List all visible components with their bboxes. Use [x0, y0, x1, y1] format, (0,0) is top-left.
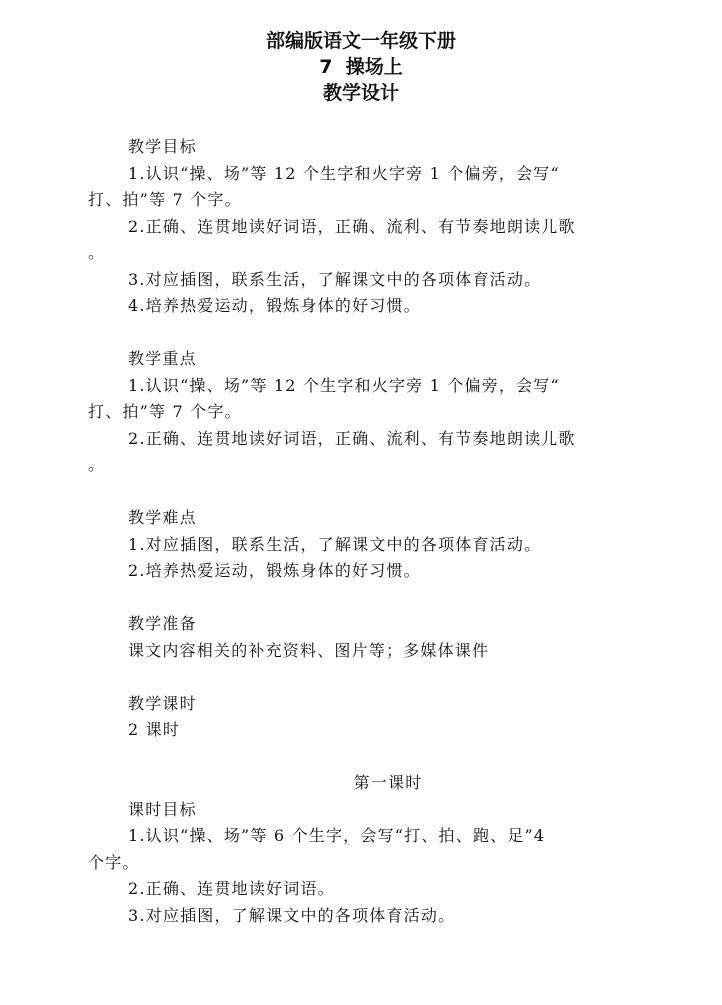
first-period-goals-heading: 课时目标 — [128, 799, 197, 819]
section-preparation — [88, 611, 648, 664]
objectives-item-2-cont: 。 — [88, 243, 106, 262]
difficulties-item-2: 2.培养热爱运动，锻炼身体的好习惯。 — [128, 561, 421, 580]
section-first-period — [88, 770, 648, 929]
periods-heading: 教学课时 — [128, 693, 197, 713]
section-objectives — [88, 134, 648, 320]
first-period-item-1-cont: 个字。 — [88, 852, 140, 872]
objectives-item-4: 4.培养热爱运动，锻炼身体的好习惯。 — [128, 296, 421, 315]
first-period-heading: 第一课时 — [353, 773, 423, 792]
key-points-item-1: 1.认识“操、场”等 12 个生字和火字旁 1 个偏旁，会写“ — [128, 375, 560, 395]
section-difficulties — [88, 505, 648, 585]
objectives-item-2: 2.正确、连贯地读好词语，正确、流利、有节奏地朗读儿歌 — [128, 216, 576, 236]
periods-text: 2 课时 — [128, 720, 181, 739]
key-points-item-2: 2.正确、连贯地读好词语，正确、流利、有节奏地朗读儿歌 — [128, 428, 576, 448]
spacer — [88, 479, 648, 506]
objectives-heading: 教学目标 — [128, 137, 197, 156]
objectives-item-1-cont: 打、拍”等 7 个字。 — [88, 190, 242, 209]
title-lesson-line: 7 操场上 — [319, 56, 403, 78]
key-points-heading: 教学重点 — [128, 349, 197, 368]
spacer — [88, 585, 648, 612]
spacer — [88, 664, 648, 691]
difficulties-heading: 教学难点 — [128, 508, 197, 527]
document-title — [0, 28, 722, 106]
key-points-item-2-cont: 。 — [88, 455, 106, 474]
section-key-points — [88, 346, 648, 479]
document-body — [88, 134, 648, 929]
first-period-item-2: 2.正确、连贯地读好词语。 — [128, 879, 335, 898]
objectives-item-3: 3.对应插图，联系生活，了解课文中的各项体育活动。 — [128, 269, 542, 289]
preparation-heading: 教学准备 — [128, 614, 197, 633]
key-points-item-1-cont: 打、拍”等 7 个字。 — [88, 402, 242, 421]
title-design-line: 教学设计 — [322, 82, 399, 104]
spacer — [88, 320, 648, 347]
title-grade-line: 部编版语文一年级下册 — [265, 30, 456, 52]
preparation-text: 课文内容相关的补充资料、图片等；多媒体课件 — [128, 640, 490, 660]
spacer — [88, 744, 648, 771]
first-period-item-3: 3.对应插图，了解课文中的各项体育活动。 — [128, 905, 456, 925]
first-period-item-1: 1.认识“操、场”等 6 个生字，会写“打、拍、跑、足”4 — [128, 826, 546, 845]
objectives-item-1: 1.认识“操、场”等 12 个生字和火字旁 1 个偏旁，会写“ — [128, 163, 560, 183]
difficulties-item-1: 1.对应插图，联系生活，了解课文中的各项体育活动。 — [128, 534, 542, 554]
section-periods — [88, 691, 648, 744]
